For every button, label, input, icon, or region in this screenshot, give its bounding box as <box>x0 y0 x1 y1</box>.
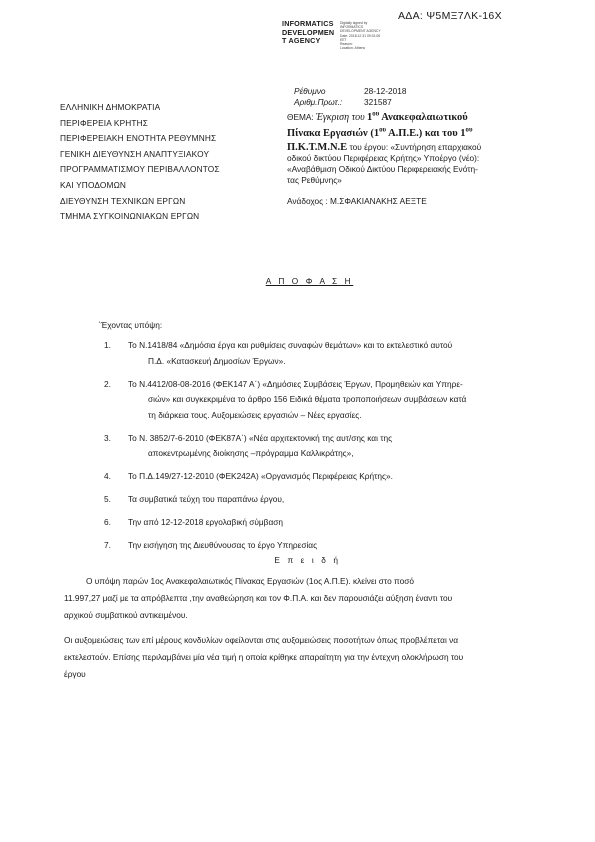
signature-org-name: INFORMATICS DEVELOPMEN T AGENCY <box>282 19 335 46</box>
issuer-line: ΤΜΗΜΑ ΣΥΓΚΟΙΝΩΝΙΑΚΩΝ ΕΡΓΩΝ <box>60 211 200 222</box>
list-item: 2. Το Ν.4412/08-08-2016 (ΦΕΚ147 Α΄) «Δημόσιες Συμβάσεις Έργων, Προμηθειών και Υπηρε- σιών» και συγκεκριμένα το άρθρο 156 Ειδικά θέματα τροποποιήσεων συμβάσεων κατά τη διάρκεια τους. Αυξομειώσεις εργασιών – Νέες εργασίες. <box>104 378 467 420</box>
date-row <box>292 86 406 97</box>
considerations-list <box>104 338 544 561</box>
paragraph-amount: Ο υπόψη παρών 1ος Ανακεφαλαιωτικός Πίνακας Εργασιών (1ος Α.Π.Ε). κλείνει στο ποσό 11.997,27 μαζί με τα απρόβλεπτα ,την αναθεώρηση και τον Φ.Π.Α. και δεν παρουσιάζει αύξηση έναντι του αρχικού συμβατικού αντικειμένου. <box>64 576 453 620</box>
issuer-line: ΕΛΛΗΝΙΚΗ ΔΗΜΟΚΡΑΤΙΑ <box>60 102 161 112</box>
subject-block <box>287 112 527 207</box>
list-item: 4. Το Π.Δ.149/27-12-2010 (ΦΕΚ242Α) «Οργανισμός Περιφέρειας Κρήτης». <box>104 471 393 481</box>
subject-line-2: Πίνακα Εργασιών ($1^{o\upsilon}$ Α.Π.Ε.) και του $1^{o\upsilon}$ <box>287 126 473 140</box>
because-heading: Ε π ε ι δ ή <box>274 555 341 565</box>
issuer-block <box>60 100 220 225</box>
protocol-row <box>292 97 406 108</box>
ada-code: ΑΔΑ: Ψ5ΜΞ7ΛΚ-16Χ <box>398 10 502 22</box>
city-label: Ρέθυμνο <box>294 86 326 96</box>
considering-label: ΄Έχοντας υπόψη: <box>98 320 163 330</box>
document-meta <box>292 86 406 108</box>
list-item: 1. Το Ν.1418/84 «Δημόσια έργα και ρυθμίσεις συναφών θεμάτων» και το εκτελεστικό αυτού Π.Δ. «Κατασκευή Δημοσίων Έργων». <box>104 340 453 366</box>
issuer-line: ΚΑΙ ΥΠΟΔΟΜΩΝ <box>60 179 127 190</box>
decision-heading: Α Π Ο Φ Α Σ Η <box>265 276 354 286</box>
contractor: Ανάδοχος : Μ.ΣΦΑΚΙΑΝΑΚΗΣ ΑΕΞΤΕ <box>287 195 427 206</box>
subject-line-3: Π.Κ.Τ.Μ.Ν.Ε του έργου: «Συντήρηση επαρχιακού <box>287 141 482 153</box>
subject-line-1: ΘΕΜΑ: Έγκριση του $1^{o\upsilon}$ Ανακεφαλαιωτικού <box>287 110 468 123</box>
document-date: 28-12-2018 <box>364 86 407 96</box>
list-item: 3. Το Ν. 3852/7-6-2010 (ΦΕΚ87Α΄) «Νέα αρχιτεκτονική της αυτ/σης και της αποκεντρωμένης διοίκησης –πρόγραμμα Καλλικράτης», <box>104 432 393 458</box>
issuer-line: ΔΙΕΥΘΥΝΣΗ ΤΕΧΝΙΚΩΝ ΕΡΓΩΝ <box>60 195 186 206</box>
issuer-line: ΓΕΝΙΚΗ ΔΙΕΥΘΥΝΣΗ ΑΝΑΠΤΥΞΙΑΚΟΥ <box>60 148 210 159</box>
subject-body: οδικού δικτύου Περιφέρειας Κρήτης» Υποέργο (νέο): «Αναβάθμιση Οδικού Δικτύου Περιφερειακής Ενότη- τας Ρεθύμνης» <box>287 152 480 186</box>
list-item: 6. Την από 12-12-2018 εργολαβική σύμβαση <box>104 517 283 527</box>
issuer-line: ΠΕΡΙΦΕΡΕΙΑΚΗ ΕΝΟΤΗΤΑ ΡΕΘΥΜΝΗΣ <box>60 133 217 144</box>
digital-signature-stamp <box>282 20 402 50</box>
paragraph-variations: Οι αυξομειώσεις των επί μέρους κονδυλίων οφείλονται στις αυξομειώσεις ποσοτήτων όπως προβλέπεται να εκτελεστούν. Επίσης περιλαμβάνει μία νέα τιμή η οποία κρίθηκε απαραίτητη για την έντεχνη ολοκλήρωση του έργου <box>64 635 464 679</box>
issuer-line: ΠΕΡΙΦΕΡΕΙΑ ΚΡΗΤΗΣ <box>60 117 149 128</box>
list-item: 5. Τα συμβατικά τεύχη του παραπάνω έργου, <box>104 494 285 504</box>
signature-details: Digitally signed by INFORMATICS DEVELOPMENT AGENCY Date: 2018.12.31 09:31:05 EET Reason: Location: Athens <box>340 21 381 51</box>
protocol-label: Αριθμ.Πρωτ.: <box>294 97 343 107</box>
subject-label: ΘΕΜΑ: <box>287 112 314 122</box>
issuer-line: ΠΡΟΓΡΑΜΜΑΤΙΣΜΟΥ ΠΕΡΙΒΑΛΛΟΝΤΟΣ <box>60 164 220 175</box>
list-item: 7. Την εισήγηση της Διευθύνουσας το έργο Υπηρεσίας <box>104 540 318 550</box>
protocol-number: 321587 <box>364 97 392 107</box>
